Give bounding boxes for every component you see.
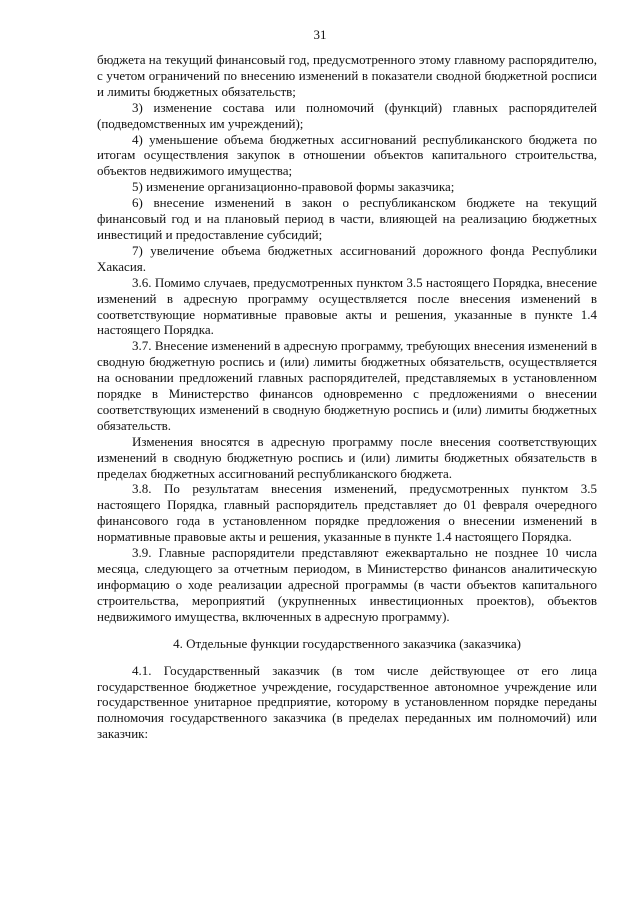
paragraph: 4.1. Государственный заказчик (в том числе действующее от его лица государственное бюджетное учреждение, государственное автономное учреждение или государственное унитарное предприятие, которому в установленном порядке переданы полномочия государственного заказчика (в пределах переданных им полномочий) или заказчик: [97,662,597,742]
document-body [97,52,597,742]
paragraph: 6) внесение изменений в закон о республиканском бюджете на текущий финансовый год и на плановый период в части, влияющей на реализацию бюджетных инвестиций и предоставление субсидий; [97,195,597,242]
paragraph: 3.9. Главные распорядители представляют ежеквартально не позднее 10 числа месяца, следующего за отчетным периодом, в Министерство финансов аналитическую информацию о ходе реализации адресной программы (в части объектов капитального строительства, мероприятий (укрупненных инвестиционных проектов), объектов недвижимого имущества, включенных в адресную программу). [97,545,597,624]
paragraph: 5) изменение организационно-правовой формы заказчика; [132,179,455,195]
paragraph: бюджета на текущий финансовый год, предусмотренного этому главному распорядителю, с учетом ограничений по внесению изменений в показатели сводной бюджетной росписи и лимиты бюджетных обязательств; [97,52,597,99]
paragraph: 7) увеличение объема бюджетных ассигнований дорожного фонда Республики Хакасия. [97,242,597,274]
paragraph: 3.7. Внесение изменений в адресную программу, требующих внесения изменений в сводную бюджетную роспись и (или) лимиты бюджетных обязательств, осуществляется на основании предложений главных распорядителей, представляемых в установленном порядке в Министерство финансов одновременно с предложениями о внесении соответствующих изменений в сводную бюджетную роспись и (или) лимиты бюджетных обязательств. [97,338,597,433]
paragraph: 3.8. По результатам внесения изменений, предусмотренных пунктом 3.5 настоящего Порядка, главный распорядитель представляет до 01 февраля очередного финансового года в установленном порядке предложения о внесении изменений в нормативные правовые акты и решения, указанные в пункте 1.4 настоящего Порядка. [97,481,597,545]
section-heading: 4. Отдельные функции государственного заказчика (заказчика) [173,635,521,651]
paragraph: Изменения вносятся в адресную программу после внесения соответствующих изменений в сводную бюджетную роспись и (или) лимиты бюджетных обязательств в пределах бюджетных ассигнований республиканского бюджета. [97,433,597,481]
paragraph: 3) изменение состава или полномочий (функций) главных распорядителей (подведомственных им учреждений); [97,99,597,131]
paragraph: 3.6. Помимо случаев, предусмотренных пунктом 3.5 настоящего Порядка, внесение изменений в адресную программу осуществляется после внесения изменений в соответствующие нормативные правовые акты и решения, указанные в пункте 1.4 настоящего Порядка. [97,274,597,338]
paragraph: 4) уменьшение объема бюджетных ассигнований республиканского бюджета по итогам осуществления закупок в отношении объектов капитального строительства, объектов недвижимого имущества; [97,131,597,179]
page-number: 31 [313,27,327,42]
